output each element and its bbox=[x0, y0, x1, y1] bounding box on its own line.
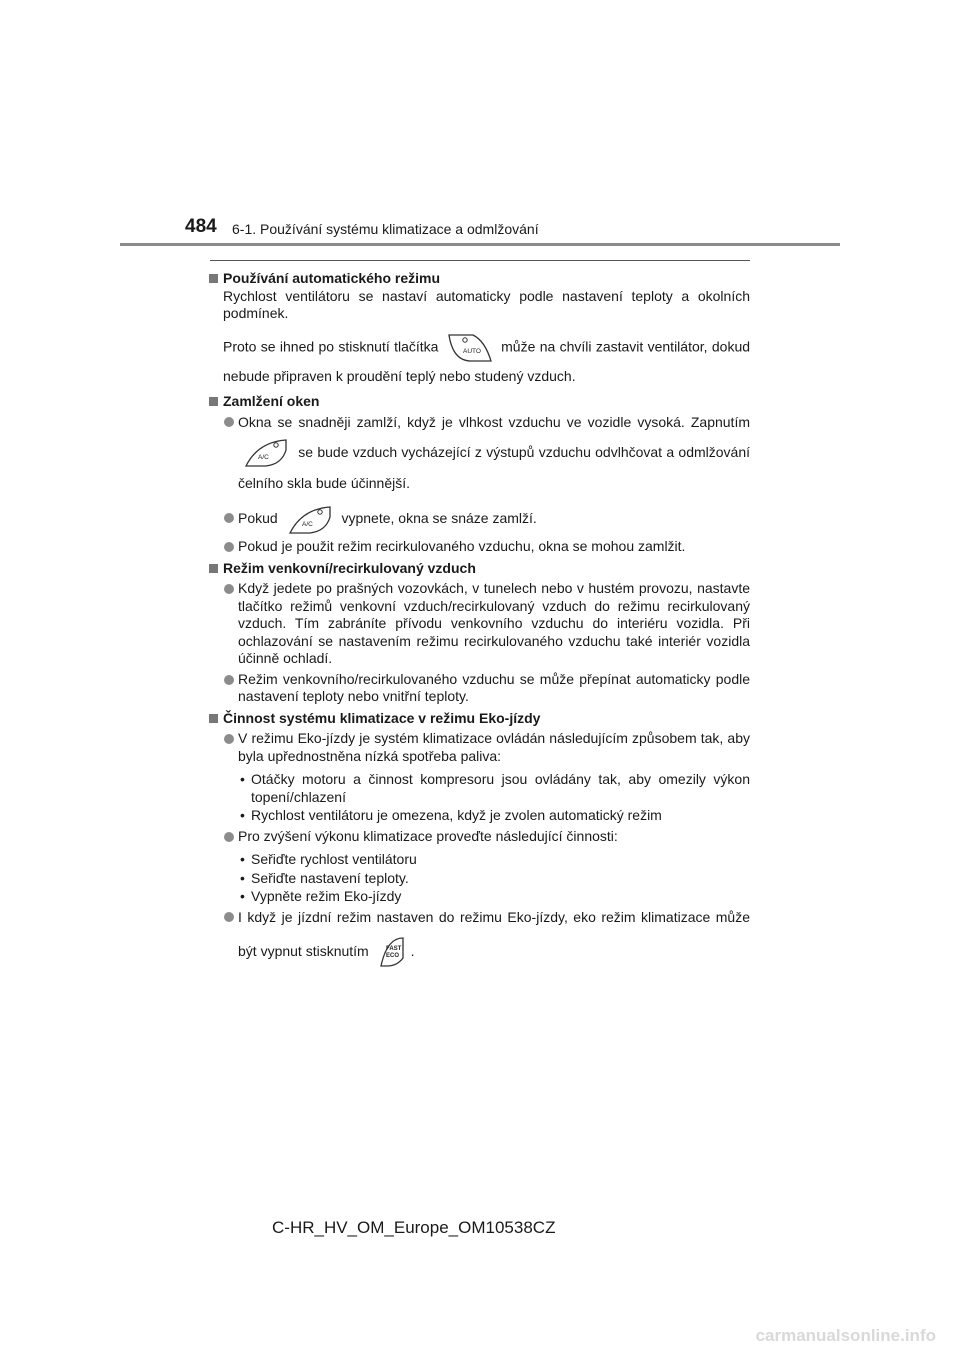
circle-bullet-icon bbox=[224, 832, 234, 842]
fast-eco-button-icon bbox=[377, 936, 407, 968]
eco-bullet-1 bbox=[209, 730, 750, 765]
circle-bullet-icon bbox=[224, 584, 234, 594]
svg-text:ECO: ECO bbox=[385, 953, 399, 960]
text: . bbox=[410, 942, 415, 959]
eco-bullet-2 bbox=[209, 828, 750, 846]
eco-sub-item: • Seřiďte nastavení teploty. bbox=[240, 869, 409, 886]
text: Když jedete po prašných vozovkách, v tunelech nebo v hustém provozu, nastavte tlačítko režimů venkovní vzduch/recirkulovaný vzduch do režimu recirkulovaný vzduch. Tím zabráníte přívodu venkovního vzduchu do interiéru vozidla. Při ochlazování se nastavením režimu recirkulovaného vzduchu také interiér vozidla účinně ochladí. bbox=[238, 580, 750, 667]
text: Rychlost ventilátoru je omezena, když je zvolen automatický režim bbox=[251, 807, 662, 824]
circle-bullet-icon bbox=[224, 734, 234, 744]
text: Seřiďte nastavení teploty. bbox=[251, 869, 409, 886]
ac-button-icon bbox=[286, 505, 334, 535]
fog-bullet-3 bbox=[209, 538, 750, 556]
svg-text:A/C: A/C bbox=[301, 520, 313, 528]
svg-text:AUTO: AUTO bbox=[462, 347, 481, 355]
watermark: carmanualsonline.info bbox=[755, 1326, 936, 1345]
text: Otáčky motoru a činnost kompresoru jsou ovládány tak, aby omezily výkon topení/chlazení bbox=[251, 771, 750, 805]
circle-bullet-icon bbox=[224, 417, 234, 427]
text: se bude vzduch vycházející z výstupů vzduchu odvlhčovat a odmlžování čelního skla bude účinnější. bbox=[238, 444, 751, 492]
eco-sub-item: • Seřiďte rychlost ventilátoru bbox=[240, 851, 417, 868]
circle-bullet-icon bbox=[224, 912, 234, 922]
auto-paragraph-2 bbox=[209, 333, 750, 389]
text: V režimu Eko-jízdy je systém klimatizace ovládán následujícím způsobem tak, aby byla upřednostněna nízká spotřeba paliva: bbox=[238, 730, 750, 764]
square-bullet-icon bbox=[209, 564, 218, 573]
main-content bbox=[209, 266, 750, 968]
content-rule bbox=[210, 260, 750, 261]
chapter-title: 6-1. Používání systému klimatizace a odmlžování bbox=[232, 221, 539, 237]
recirc-bullet-1 bbox=[209, 580, 750, 668]
section-heading-recirc bbox=[209, 560, 750, 578]
text: Proto se ihned po stisknutí tlačítka bbox=[223, 338, 439, 355]
text: Vypněte režim Eko-jízdy bbox=[251, 888, 402, 905]
section-heading-eco bbox=[209, 710, 750, 728]
heading-text: Zamlžení oken bbox=[223, 392, 320, 409]
eco-sub-item: • Rychlost ventilátoru je omezena, když je zvolen automatický režim bbox=[240, 807, 662, 824]
heading-text: Režim venkovní/recirkulovaný vzduch bbox=[223, 559, 476, 576]
heading-text: Používání automatického režimu bbox=[223, 270, 441, 286]
square-bullet-icon bbox=[209, 714, 218, 723]
heading-text: Činnost systému klimatizace v režimu Eko-jízdy bbox=[223, 709, 541, 726]
text: Seřiďte rychlost ventilátoru bbox=[251, 851, 417, 868]
fog-bullet-2 bbox=[209, 501, 750, 535]
eco-bullet-3 bbox=[209, 900, 750, 968]
text: I když je jízdní režim nastaven do režimu Eko-jízdy, eko režim klimatizace může být vypnut stisknutím bbox=[238, 908, 750, 959]
document-code: C-HR_HV_OM_Europe_OM10538CZ bbox=[272, 1218, 556, 1237]
svg-text:FAST: FAST bbox=[385, 946, 401, 953]
recirc-bullet-2 bbox=[209, 671, 750, 706]
page-number: 484 bbox=[185, 216, 217, 237]
square-bullet-icon bbox=[209, 397, 218, 406]
auto-button-icon bbox=[447, 333, 493, 363]
text: Okna se snadněji zamlží, když je vlhkost vzduchu ve vozidle vysoká. Zapnutím bbox=[238, 414, 750, 430]
header-rule bbox=[120, 243, 840, 246]
eco-sub-item: • Vypněte režim Eko-jízdy bbox=[240, 888, 402, 905]
text: vypnete, okna se snáze zamlží. bbox=[341, 510, 537, 527]
auto-paragraph-1: Rychlost ventilátoru se nastaví automaticky podle nastavení teploty a okolních podmínek. bbox=[223, 287, 750, 321]
square-bullet-icon bbox=[209, 274, 218, 283]
fog-bullet-1 bbox=[209, 407, 750, 498]
text: Pro zvýšení výkonu klimatizace proveďte následující činnosti: bbox=[238, 827, 618, 844]
text: Režim venkovního/recirkulovaného vzduchu se může přepínat automaticky podle nastavení teploty nebo vnitřní teploty. bbox=[238, 670, 750, 705]
text: Pokud je použit režim recirkulovaného vzduchu, okna se mohou zamlžit. bbox=[238, 538, 686, 555]
text: může na chvíli zastavit ventilátor, dokud nebude připraven k proudění teplý nebo studený vzduch. bbox=[223, 338, 751, 384]
svg-text:A/C: A/C bbox=[258, 454, 269, 462]
section-heading-auto bbox=[209, 270, 750, 288]
text: Pokud bbox=[238, 510, 278, 527]
ac-button-icon bbox=[242, 438, 290, 468]
circle-bullet-icon bbox=[224, 513, 234, 523]
eco-sub-item: • Otáčky motoru a činnost kompresoru jsou ovládány tak, aby omezily výkon topení/chlazení bbox=[240, 771, 750, 805]
circle-bullet-icon bbox=[224, 675, 234, 685]
circle-bullet-icon bbox=[224, 542, 234, 552]
